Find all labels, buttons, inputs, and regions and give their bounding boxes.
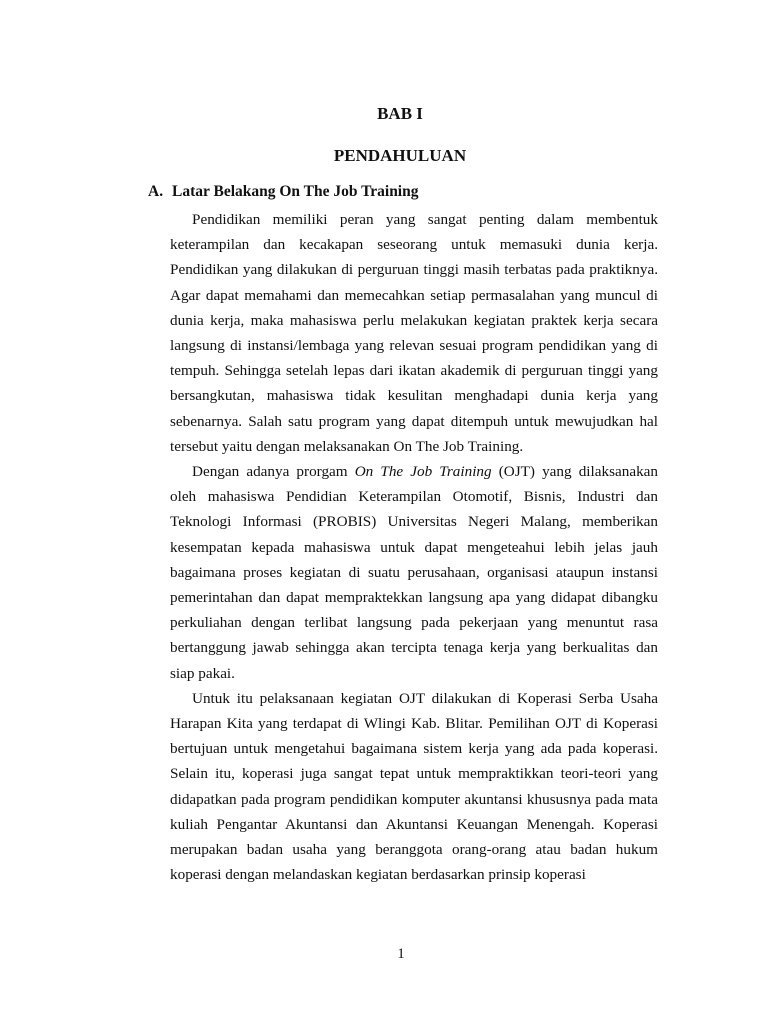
paragraph-2-before: Dengan adanya prorgam [192,463,355,481]
paragraph-3: Untuk itu pelaksanaan kegiatan OJT dilakukan di Koperasi Serba Usaha Harapan Kita yang terdapat di Wlingi Kab. Blitar. Pemilihan OJT di Koperasi bertujuan untuk mengetahui bagaimana sistem kerja yang ada pada koperasi. Selain itu, koperasi juga sangat tepat untuk mempraktikkan teori-teori yang didapatkan pada program pendidikan komputer akuntansi khususnya pada mata kuliah Pengantar Akuntansi dan Akuntansi Keuangan Menengah. Koperasi merupakan badan usaha yang beranggota orang-orang atau badan hukum koperasi dengan melandaskan kegiatan berdasarkan prinsip koperasi [170,689,658,884]
paragraph-2-italic: On The Job Training [354,463,492,481]
section-heading [148,183,419,201]
section-title: Latar Belakang On The Job Training [172,183,419,200]
page-number: 1 [397,946,405,962]
paragraph-2-after: (OJT) yang dilaksanakan oleh mahasiswa Pendidian Keterampilan Otomotif, Bisnis, Industri dan Teknologi Informasi (PROBIS) Universitas Negeri Malang, memberikan kesempatan kepada mahasiswa untuk dapat mengeteahui lebih jelas jauh bagaimana proses kegiatan di suatu perusahaan, organisasi ataupun instansi pemerintahan dan dapat mempraktekkan langsung apa yang didapat dibangku perkuliahan dengan terlibat langsung pada pekerjaan yang menuntut rasa bertanggung jawab sehingga akan tercipta tenaga kerja yang berkualitas dan siap pakai. [170,463,658,682]
section-letter: A. [148,183,164,200]
chapter-number: BAB I [377,104,423,123]
paragraph-2 [170,459,658,686]
body-text [170,207,658,887]
paragraph-1: Pendidikan memiliki peran yang sangat penting dalam membentuk keterampilan dan kecakapan seseorang untuk memasuki dunia kerja. Pendidikan yang dilakukan di perguruan tinggi masih terbatas pada praktiknya. Agar dapat memahami dan memecahkan setiap permasalahan yang muncul di dunia kerja, maka mahasiswa perlu melakukan kegiatan praktek kerja secara langsung di instansi/lembaga yang relevan sesuai program pendidikan yang di tempuh. Sehingga setelah lepas dari ikatan akademik di perguruan tinggi yang bersangkutan, mahasiswa tidak kesulitan menghadapi dunia kerja yang sebenarnya. Salah satu program yang dapat ditempuh untuk mewujudkan hal tersebut yaitu dengan melaksanakan On The Job Training. [170,211,658,455]
chapter-title: PENDAHULUAN [333,146,467,165]
